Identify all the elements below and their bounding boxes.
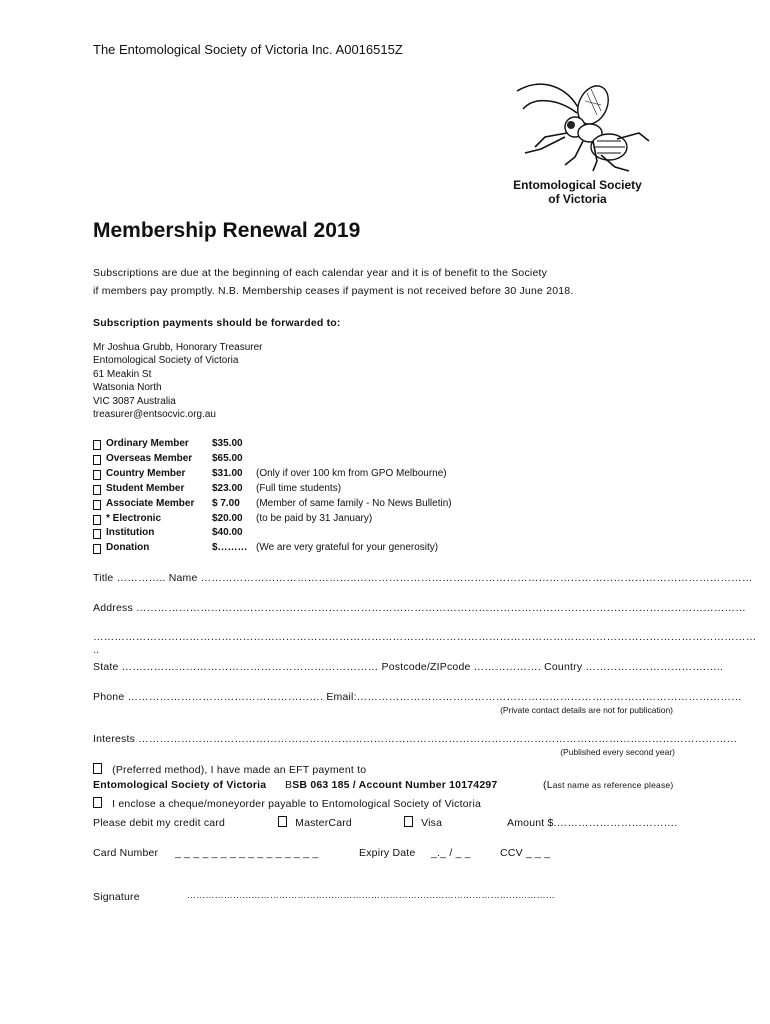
signature-label: Signature [93,891,140,903]
membership-price: $40.00 [212,527,243,539]
membership-label: Donation [106,542,150,554]
card-number-label: Card Number [93,847,159,859]
membership-label: Institution [106,527,155,539]
mastercard-label: MasterCard [295,817,352,829]
membership-label: Associate Member [106,497,195,509]
forward-heading: Subscription payments should be forwarded to: [93,317,341,329]
eft-payee: Entomological Society of Victoria [93,779,267,791]
expiry-date-field[interactable]: _._ / _ _ [431,847,471,859]
membership-note: (We are very grateful for your generosity) [256,542,439,554]
logo-caption [505,178,650,206]
private-note: (Private contact details are not for publication) [500,705,673,715]
membership-checkbox[interactable] [93,470,101,480]
membership-price: $35.00 [212,438,243,449]
treasurer-address [93,341,263,421]
cheque-checkbox[interactable] [93,797,102,808]
address-field[interactable]: Address ……………………………………………………………………………………………………………………………………………………… [93,602,746,614]
amount-field[interactable]: Amount $.……………………………. [507,817,678,829]
address-continuation: .. [93,644,100,656]
membership-checkbox[interactable] [93,500,101,510]
eft-ref-prefix: (L [543,779,553,791]
eft-checkbox[interactable] [93,763,102,774]
eft-reference-note [543,779,673,791]
address-email: treasurer@entsocvic.org.au [93,409,216,421]
cheque-text: I enclose a cheque/moneyorder payable to Entomological Society of Victoria [112,798,482,810]
membership-label: Ordinary Member [106,438,189,449]
eft-bsb-prefix: B [285,779,293,791]
address-line: Watsonia North [93,382,162,394]
visa-checkbox[interactable] [404,816,413,827]
page-title: Membership Renewal 2019 [93,219,361,242]
membership-price: $……… [212,542,248,554]
card-number-field[interactable]: _ _ _ _ _ _ _ _ _ _ _ _ _ _ _ _ [175,847,319,859]
membership-checkbox[interactable] [93,455,101,465]
address-line: Entomological Society of Victoria [93,355,239,367]
signature-field[interactable]: ………………………………………………………………………………………………………… [187,890,555,900]
mastercard-checkbox[interactable] [278,816,287,827]
membership-price: $ 7.00 [212,497,240,509]
intro-line-2: if members pay promptly. N.B. Membership ceases if payment is not received before 30 June 2018. [93,285,574,297]
visa-label: Visa [421,817,443,829]
membership-checkbox[interactable] [93,440,101,450]
membership-note: (Only if over 100 km from GPO Melbourne) [256,467,447,479]
membership-label: Student Member [106,482,185,494]
eft-ref-text: ast name as reference please) [552,780,674,790]
expiry-date-label: Expiry Date [359,847,416,859]
membership-checkbox[interactable] [93,515,101,525]
interests-field[interactable]: Interests …………………………………………………………………………………………………………………………………………………… [93,733,738,745]
membership-label: Country Member [106,467,186,479]
address-line: Mr Joshua Grubb, Honorary Treasurer [93,342,263,353]
membership-checkbox[interactable] [93,544,101,554]
visa-option [404,816,442,829]
published-note: (Published every second year) [560,747,675,757]
membership-price: $65.00 [212,452,243,464]
phone-email-field[interactable]: Phone ………………………………………………. Email:……………………………………………………………………………………………… [93,691,742,703]
membership-price: $31.00 [212,467,243,479]
membership-price: $23.00 [212,482,243,494]
membership-price: $20.00 [212,512,243,524]
logo-line-1: Entomological Society [513,178,642,192]
eft-bsb-account: SB 063 185 / Account Number 10174297 [292,779,498,791]
cheque-option [93,797,481,810]
credit-card-label: Please debit my credit card [93,817,226,829]
insect-logo-svg [505,75,665,175]
title-name-field[interactable]: Title ………….. Name ……………………………………..………………………………………………………………………………………………… [93,572,753,584]
membership-label: Overseas Member [106,452,193,464]
state-postcode-country-field[interactable]: State ……………………………………………………………… Postcode/ZIPcode ………………. Country …………………………….….. [93,661,724,673]
mastercard-option [278,816,352,829]
address-line: 61 Meakin St [93,368,152,380]
membership-checkbox[interactable] [93,529,101,539]
eft-text: (Preferred method), I have made an EFT payment to [112,764,367,776]
address-field-line-2[interactable]: …………………………………………………………………………………………………………………………………………………………………… [93,631,757,643]
membership-checkbox[interactable] [93,485,101,495]
eft-account-details [285,779,497,791]
eft-option [93,763,366,776]
document-header: The Entomological Society of Victoria Inc. A0016515Z [93,42,403,57]
address-line: VIC 3087 Australia [93,395,176,407]
intro-line-1: Subscriptions are due at the beginning of each calendar year and it is of benefit to the Society [93,267,548,279]
membership-label: * Electronic [106,512,162,524]
membership-note: (to be paid by 31 January) [256,512,373,524]
ccv-field[interactable]: CCV _ _ _ [500,847,551,859]
logo-line-2: of Victoria [548,192,607,206]
membership-note: (Full time students) [256,482,342,494]
membership-note: (Member of same family - No News Bulletin) [256,497,452,509]
